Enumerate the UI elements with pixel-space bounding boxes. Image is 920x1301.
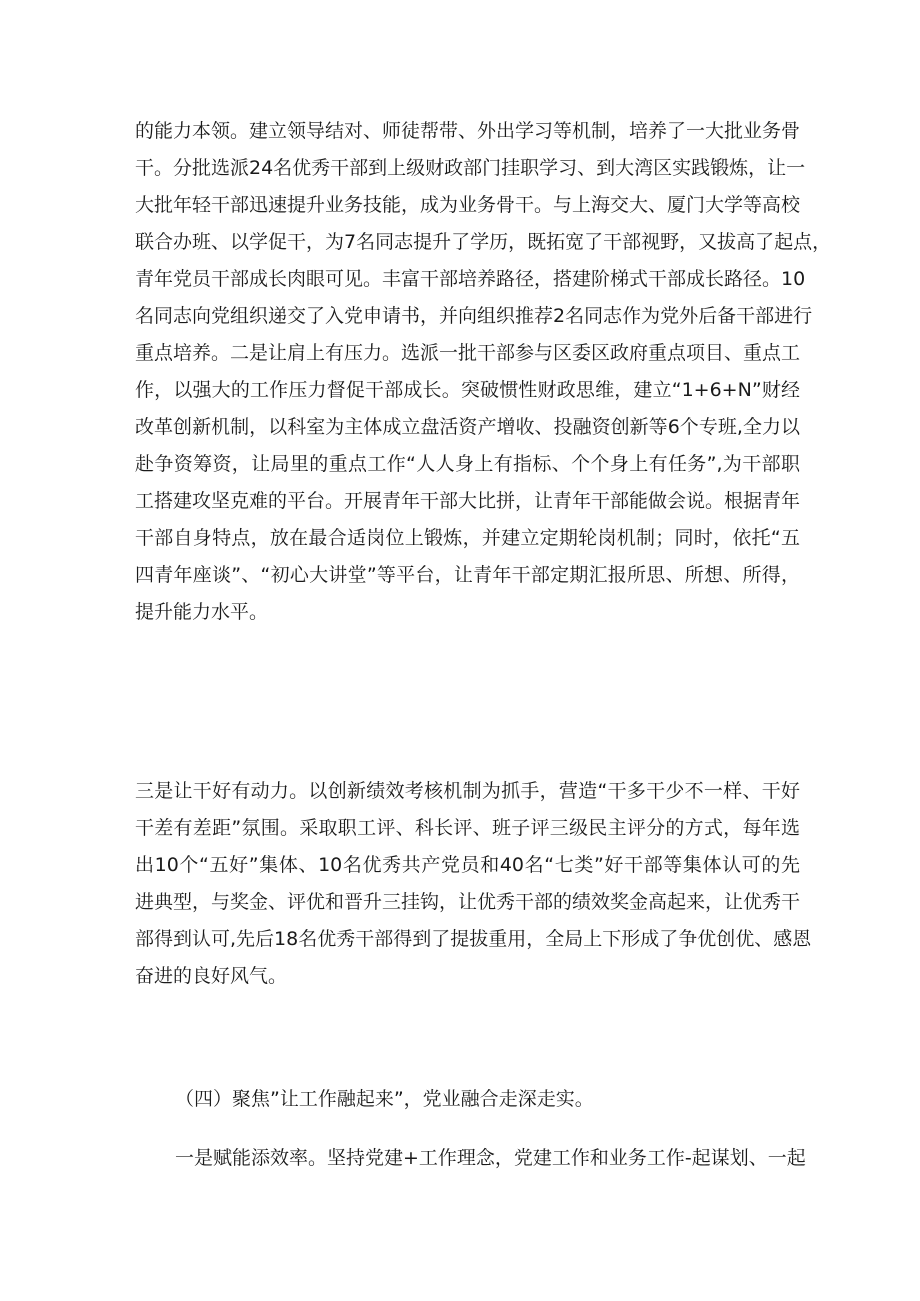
text-line: 四青年座谈”、“初心大讲堂”等平台，让青年干部定期汇报所思、所想、所得， <box>135 564 800 586</box>
text-line: 干差有差距”氛围。采取职工评、科长评、班子评三级民主评分的方式，每年选 <box>135 817 800 839</box>
text-line: 出10个“五好”集体、10名优秀共产党员和40名“七类”好干部等集体认可的先 <box>135 854 800 876</box>
text-line: 的能力本领。建立领导结对、师徒帮带、外出学习等机制，培养了一大批业务骨 <box>135 120 801 142</box>
text-line: 一是赋能添效率。坚持党建+工作理念，党建工作和业务工作-起谋划、一起 <box>175 1147 806 1169</box>
text-line: 工搭建攻坚克难的平台。开展青年干部大比拼，让青年干部能做会说。根据青年 <box>135 490 801 512</box>
text-line: 干部自身特点，放在最合适岗位上锻炼，并建立定期轮岗机制；同时，依托“五 <box>135 527 800 549</box>
text-line: 赴争资筹资，让局里的重点工作“人人身上有指标、个个身上有任务”,为干部职 <box>135 453 800 475</box>
text-line: 进典型，与奖金、评优和晋升三挂钩，让优秀干部的绩效奖金高起来，让优秀干 <box>135 891 801 913</box>
text-line: 提升能力水平。 <box>135 601 269 623</box>
text-line: 重点培养。二是让肩上有压力。选派一批干部参与区委区政府重点项目、重点工 <box>135 342 801 364</box>
text-line: 三是让干好有动力。以创新绩效考核机制为抓手，营造“干多干少不一样、干好 <box>135 780 800 802</box>
text-line: 作，以强大的工作压力督促干部成长。突破惯性财政思维，建立“1+6+N”财经 <box>135 379 800 401</box>
text-line: 部得到认可,先后18名优秀干部得到了提拔重用，全局上下形成了争优创优、感恩 <box>135 928 812 950</box>
section-heading: （四）聚焦”让工作融起来”，党业融合走深走实。 <box>175 1088 594 1110</box>
text-line: 青年党员干部成长肉眼可见。丰富干部培养路径，搭建阶梯式干部成长路径。10 <box>135 268 806 290</box>
text-line: 联合办班、以学促干，为7名同志提升了学历，既拓宽了干部视野，又拔高了起点， <box>135 231 832 253</box>
body-paragraph <box>135 773 812 995</box>
text-line: 大批年轻干部迅速提升业务技能，成为业务骨干。与上海交大、厦门大学等高校 <box>135 194 801 216</box>
text-line: 名同志向党组织递交了入党申请书，并向组织推荐2名同志作为党外后备干部进行 <box>135 305 813 327</box>
body-paragraph <box>135 1140 806 1177</box>
body-paragraph <box>135 113 832 631</box>
text-line: 奋进的良好风气。 <box>135 965 288 987</box>
text-line: 干。分批选派24名优秀干部到上级财政部门挂职学习、到大湾区实践锻炼，让一 <box>135 157 806 179</box>
text-line: 改革创新机制，以科室为主体成立盘活资产增收、投融资创新等6个专班,全力以 <box>135 416 800 438</box>
